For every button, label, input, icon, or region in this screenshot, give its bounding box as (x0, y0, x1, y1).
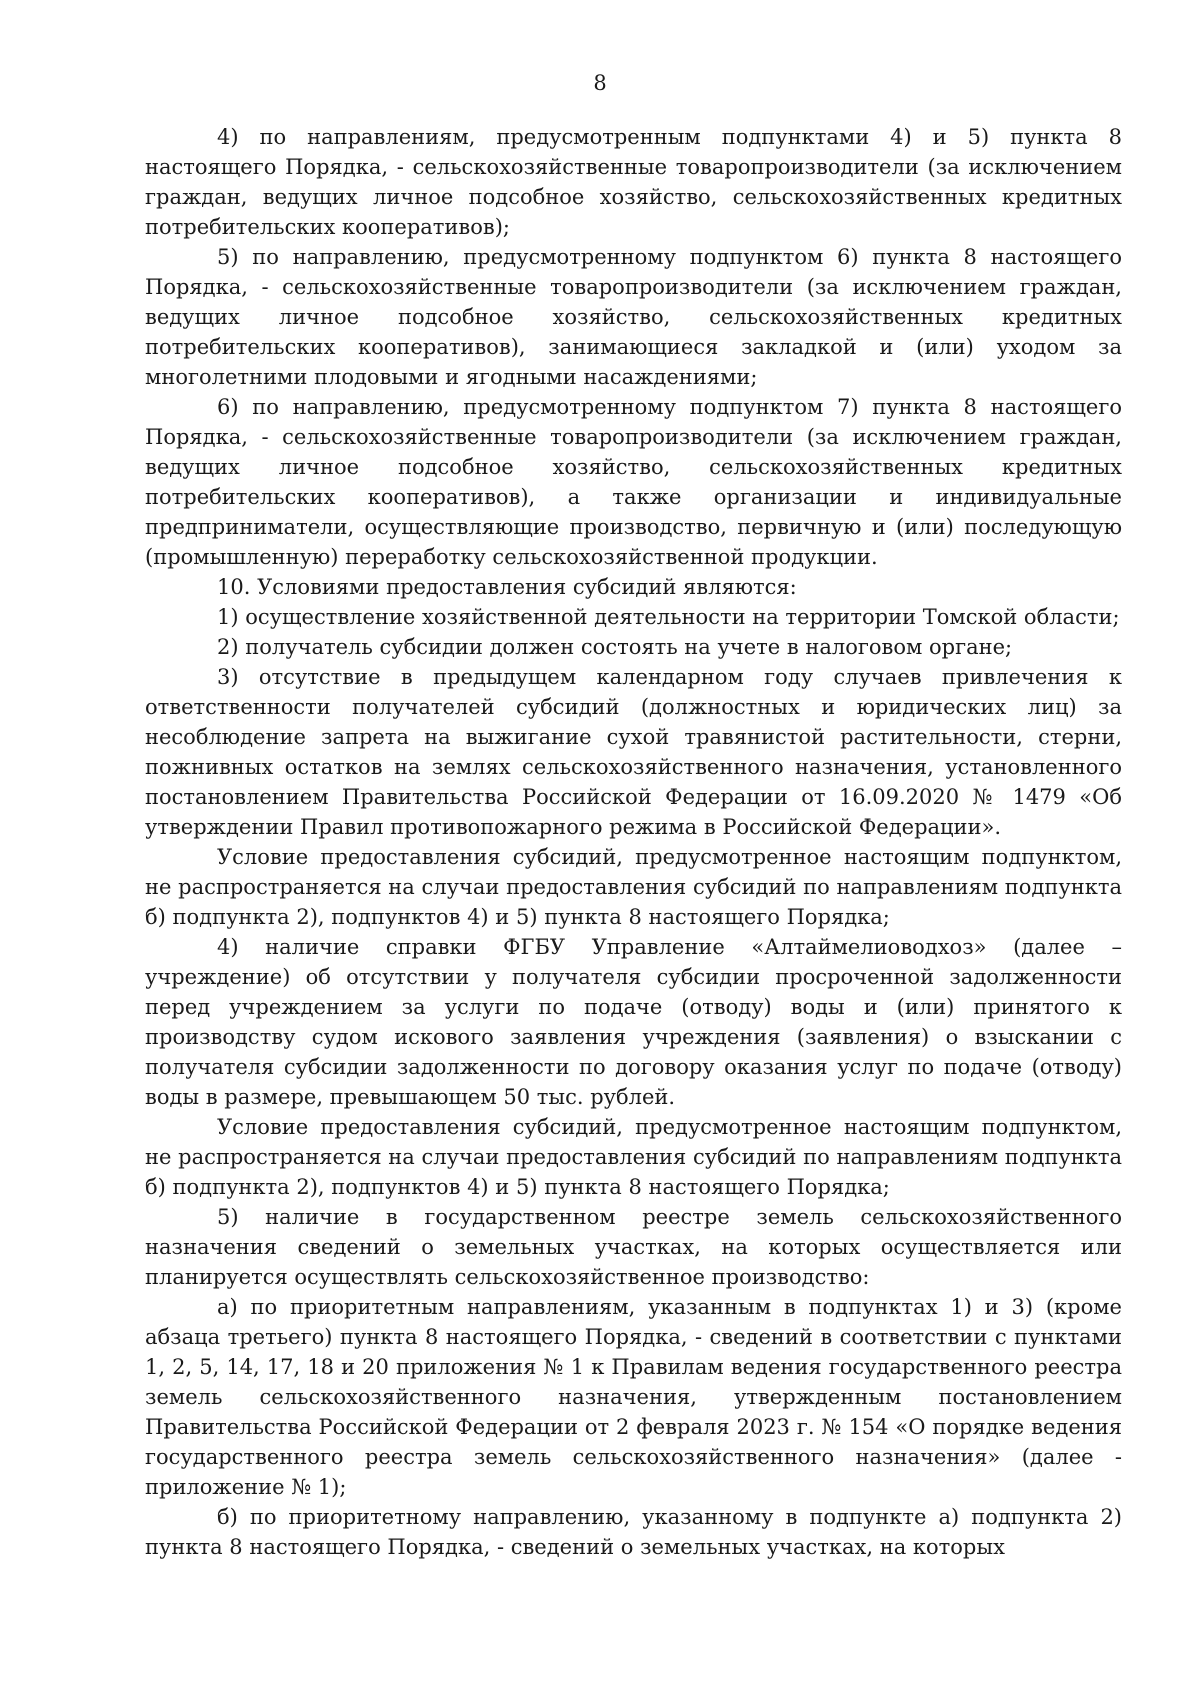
paragraph-item-5: 5) по направлению, предусмотренному подпунктом 6) пункта 8 настоящего Порядка, - сельскохозяйственные товаропроизводители (за исключением граждан, ведущих личное подсобное хозяйство, сельскохозяйственных кредитных потребительских кооперативов), занимающиеся закладкой и (или) уходом за многолетними плодовыми и ягодными насаждениями; (145, 245, 1122, 389)
page-number: 8 (593, 71, 607, 95)
paragraph-condition-3-exception: Условие предоставления субсидий, предусмотренное настоящим подпунктом, не распространяется на случаи предоставления субсидий по направлениям подпункта б) подпункта 2), подпунктов 4) и 5) пункта 8 настоящего Порядка; (145, 845, 1122, 929)
paragraph-item-4: 4) по направлениям, предусмотренным подпунктами 4) и 5) пункта 8 настоящего Порядка, - сельскохозяйственные товаропроизводители (за исключением граждан, ведущих личное подсобное хозяйство, сельскохозяйственных кредитных потребительских кооперативов); (145, 125, 1122, 239)
paragraph-condition-4: 4) наличие справки ФГБУ Управление «Алтаймелиоводхоз» (далее – учреждение) об отсутствии у получателя субсидии просроченной задолженности перед учреждением за услуги по подаче (отводу) воды и (или) принятого к производству судом искового заявления учреждения (заявления) о взыскании с получателя субсидии задолженности по договору оказания услуг по подаче (отводу) воды в размере, превышающем 50 тыс. рублей. (145, 935, 1122, 1109)
paragraph-condition-1: 1) осуществление хозяйственной деятельности на территории Томской области; (217, 605, 1120, 629)
paragraph-item-6: 6) по направлению, предусмотренному подпунктом 7) пункта 8 настоящего Порядка, - сельскохозяйственные товаропроизводители (за исключением граждан, ведущих личное подсобное хозяйство, сельскохозяйственных кредитных потребительских кооперативов), а также организации и индивидуальные предприниматели, осуществляющие производство, первичную и (или) последующую (промышленную) переработку сельскохозяйственной продукции. (145, 395, 1122, 569)
paragraph-condition-2: 2) получатель субсидии должен состоять на учете в налоговом органе; (217, 635, 1013, 659)
paragraph-condition-5: 5) наличие в государственном реестре земель сельскохозяйственного назначения сведений о земельных участках, на которых осуществляется или планируется осуществлять сельскохозяйственное производство: (145, 1205, 1122, 1289)
paragraph-condition-3: 3) отсутствие в предыдущем календарном году случаев привлечения к ответственности получателей субсидий (должностных и юридических лиц) за несоблюдение запрета на выжигание сухой травянистой растительности, стерни, пожнивных остатков на землях сельскохозяйственного назначения, установленного постановлением Правительства Российской Федерации от 16.09.2020 № 1479 «Об утверждении Правил противопожарного режима в Российской Федерации». (145, 665, 1122, 839)
paragraph-condition-5-b: б) по приоритетному направлению, указанному в подпункте а) подпункта 2) пункта 8 настоящего Порядка, - сведений о земельных участках, на которых (145, 1505, 1122, 1559)
document-body (145, 122, 1122, 1562)
paragraph-clause-10: 10. Условиями предоставления субсидий являются: (217, 575, 797, 599)
paragraph-condition-5-a: а) по приоритетным направлениям, указанным в подпунктах 1) и 3) (кроме абзаца третьего) пункта 8 настоящего Порядка, - сведений в соответствии с пунктами 1, 2, 5, 14, 17, 18 и 20 приложения № 1 к Правилам ведения государственного реестра земель сельскохозяйственного назначения, утвержденным постановлением Правительства Российской Федерации от 2 февраля 2023 г. № 154 «О порядке ведения государственного реестра земель сельскохозяйственного назначения» (далее - приложение № 1); (145, 1295, 1122, 1499)
paragraph-condition-4-exception: Условие предоставления субсидий, предусмотренное настоящим подпунктом, не распространяется на случаи предоставления субсидий по направлениям подпункта б) подпункта 2), подпунктов 4) и 5) пункта 8 настоящего Порядка; (145, 1115, 1122, 1199)
